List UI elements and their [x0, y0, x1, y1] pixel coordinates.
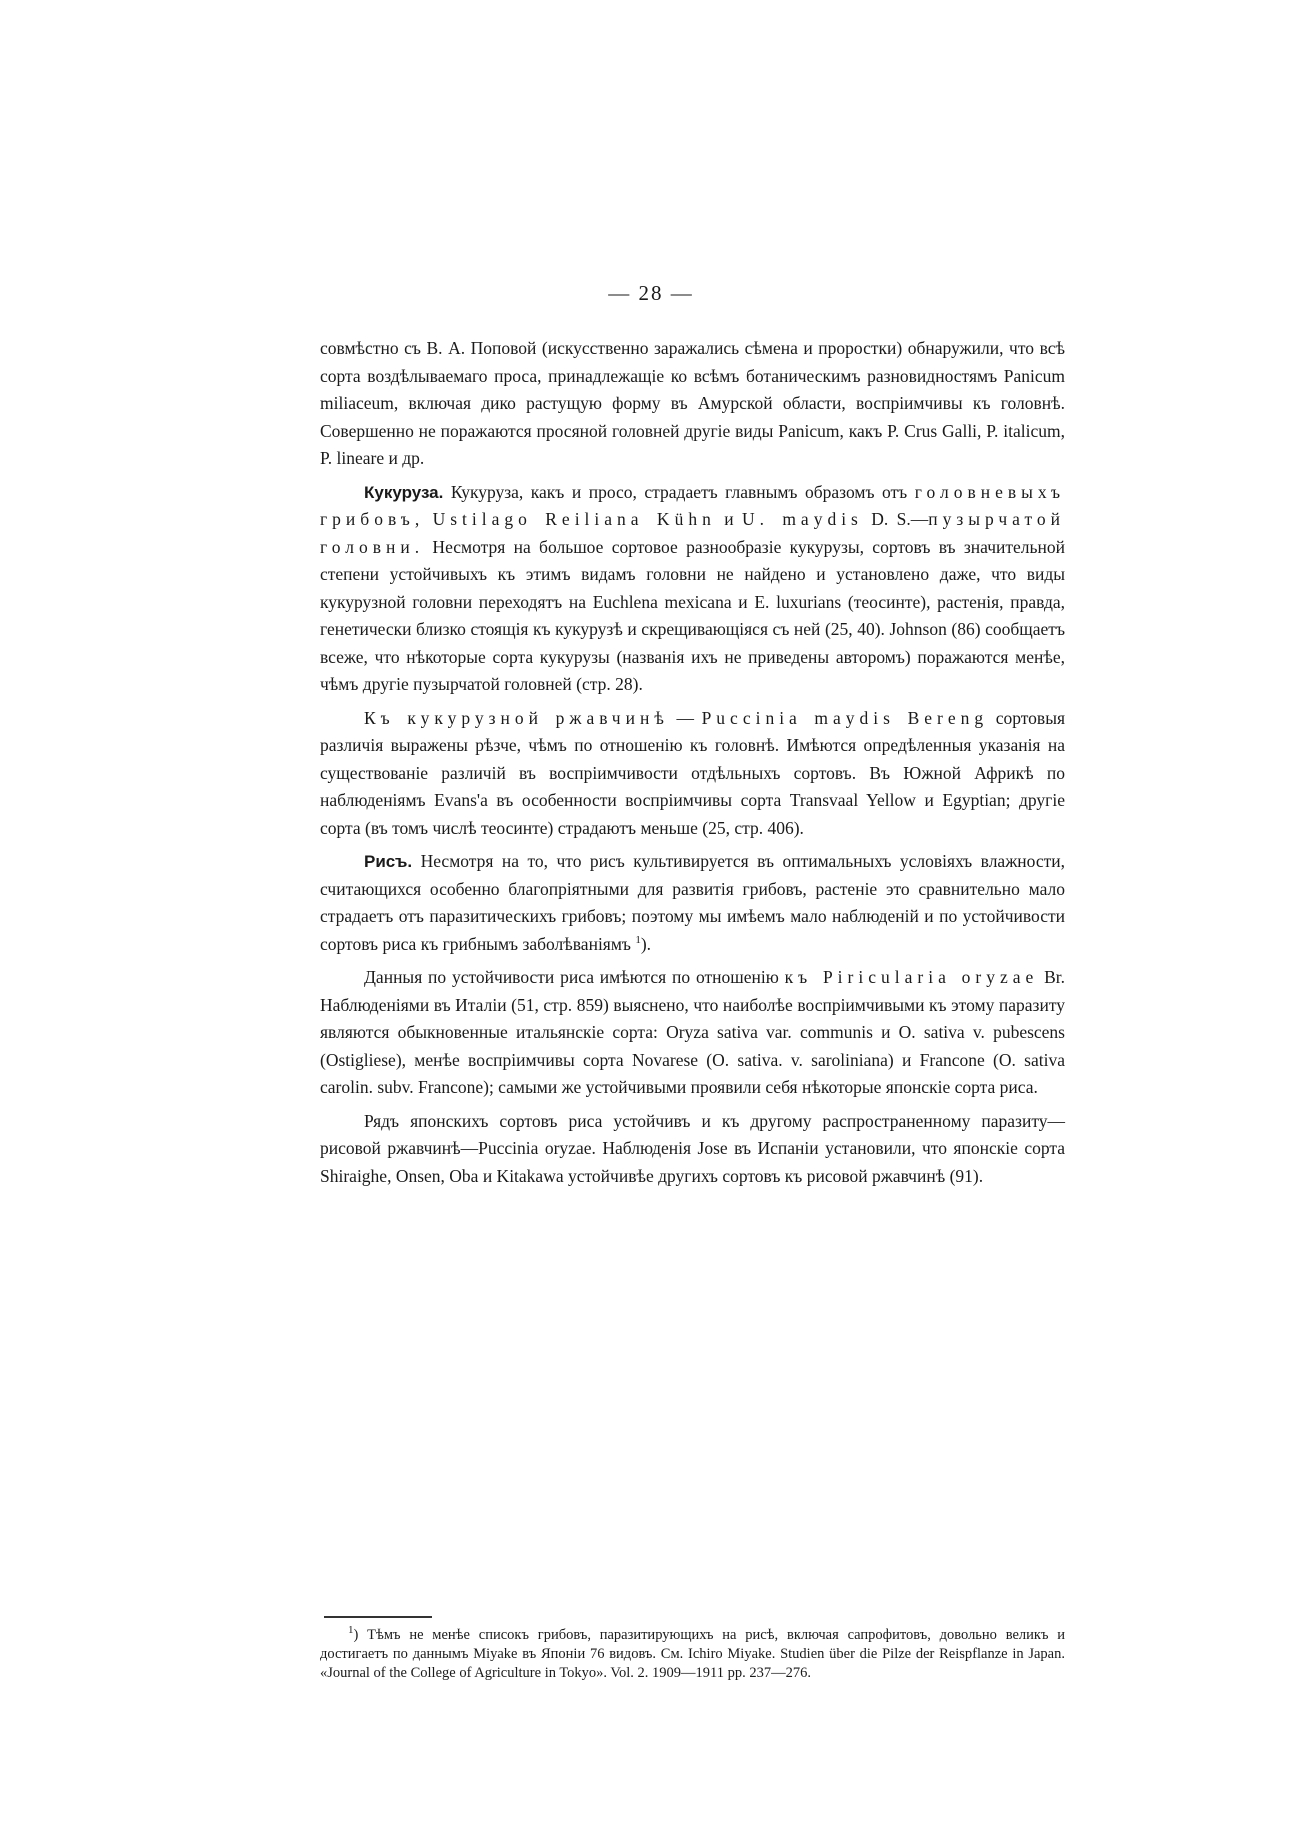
- footnote-text: ) Тѣмъ не менѣе списокъ грибовъ, паразитирующихъ на рисѣ, включая сапрофитовъ, довольно великъ и достигаетъ по даннымъ Miyake въ Японіи 76 видовъ. См. Ichiro Miyake. Studien über die Pilze der Reispflanze in Japan. «Journal of the College of Agriculture in Tokyo». Vol. 2. 1909—1911 pp. 237—276.: [320, 1627, 1065, 1681]
- paragraph-text: [424, 509, 432, 529]
- paragraph-maize: [320, 479, 1065, 699]
- spaced-term: къ Piricularia oryzae: [784, 967, 1039, 987]
- paragraph-text: Несмотря на то, что рисъ культивируется въ оптимальныхъ условіяхъ влажности, считающихся особенно благопріятными для развитія грибовъ, растеніе это сравнительно мало страдаетъ отъ паразитическихъ грибовъ; поэтому мы имѣемъ мало наблюденій и по устойчивости сортовъ риса къ грибнымъ заболѣваніямъ: [320, 851, 1065, 954]
- paragraph-rice-rust: [320, 1108, 1065, 1191]
- spaced-term: U. maydis: [741, 509, 863, 529]
- spaced-term: Ustilago Reiliana Kühn: [432, 509, 716, 529]
- section-heading-maize: Кукуруза.: [364, 482, 444, 502]
- body-text: [320, 335, 1065, 1190]
- paragraph-text: Кукуруза, какъ и просо, страдаетъ главнымъ образомъ отъ: [443, 481, 915, 502]
- paragraph-rice: [320, 848, 1065, 958]
- paragraph-text: Рядъ японскихъ сортовъ риса устойчивъ и къ другому распространенному паразиту—рисовой ржавчинѣ—Puccinia oryzae. Наблюденія Jose въ Испаніи установили, что японскіе сорта Shiraighe, Onsen, Oba и Kitakawa устойчивѣе другихъ сортовъ къ рисовой ржавчинѣ (91).: [320, 1110, 1065, 1186]
- section-heading-rice: Рисъ.: [364, 852, 413, 871]
- footnote-marker: 1: [348, 1624, 354, 1637]
- spaced-term: головневыхъ грибовъ,: [320, 481, 1065, 529]
- spaced-term: Къ кукурузной ржавчинѣ: [364, 707, 669, 728]
- paragraph-text: D. S.—: [862, 509, 929, 529]
- paragraph-text: ).: [640, 933, 652, 954]
- paragraph-piricularia: [320, 964, 1065, 1102]
- spaced-term: пузырчатой головни.: [320, 509, 1065, 557]
- paragraph-millet-continued: [320, 335, 1065, 473]
- paragraph-text: —: [668, 707, 702, 728]
- paragraph-maize-rust: [320, 705, 1065, 843]
- paragraph-text: Br. Наблюденіями въ Италіи (51, стр. 859) выяснено, что наиболѣе воспріимчивыми къ этому паразиту являются обыкновенные итальянскіе сорта: Oryza sativa var. communis и O. sativa v. pubescens (Ostigliese), менѣе воспріимчивы сорта Novarese (O. sativa. v. saroliniana) и Francone (O. sativa carolin. subv. Francone); самыми же устойчивыми проявили себя нѣкоторые японскіе сорта риса.: [320, 967, 1065, 1097]
- paragraph-text: Несмотря на большое сортовое разнообразіе кукурузы, сортовъ въ значительной степени устойчивыхъ къ этимъ видамъ головни не найдено и установлено даже, что виды кукурузной головни переходятъ на Euchlena mexicana и E. luxurians (теосинте), растенія, правда, генетически близко стоящія къ кукурузѣ и скрещивающіяся съ ней (25, 40). Johnson (86) сообщаетъ всеже, что нѣкоторые сорта кукурузы (названія ихъ не приведены авторомъ) поражаются менѣе, чѣмъ другіе пузырчатой головней (стр. 28).: [320, 536, 1065, 694]
- paragraph-text: и: [715, 509, 742, 529]
- spaced-term: Puccinia maydis Bereng: [701, 707, 989, 728]
- paragraph-text: совмѣстно съ В. А. Поповой (искусственно заражались сѣмена и проростки) обнаружили, что всѣ сорта воздѣлываемаго проса, принадлежащіе ко всѣмъ ботаническимъ разновидностямъ Panicum miliaceum, включая дико растущую форму въ Амурской области, воспріимчивы къ головнѣ. Совершенно не поражаются просяной головней другіе виды Panicum, какъ P. Crus Galli, P. italicum, P. lineare и др.: [320, 338, 1065, 468]
- paragraph-text: Данныя по устойчивости риса имѣются по отношенію: [364, 967, 785, 987]
- footnote: [320, 1626, 1065, 1683]
- footnote-divider: [324, 1616, 432, 1618]
- page-number: — 28 —: [608, 281, 694, 305]
- paragraph-text: сортовыя различія выражены рѣзче, чѣмъ по отношенію къ головнѣ. Имѣются опредѣленныя указанія на существованіе различій въ воспріимчивости отдѣльныхъ сортовъ. Въ Южной Африкѣ по наблюденіямъ Evans'а въ особенности воспріимчивы сорта Transvaal Yellow и Egyptian; другіе сорта (въ томъ числѣ теосинте) страдаютъ меньше (25, стр. 406).: [320, 707, 1066, 838]
- footnote-reference: 1: [635, 933, 641, 946]
